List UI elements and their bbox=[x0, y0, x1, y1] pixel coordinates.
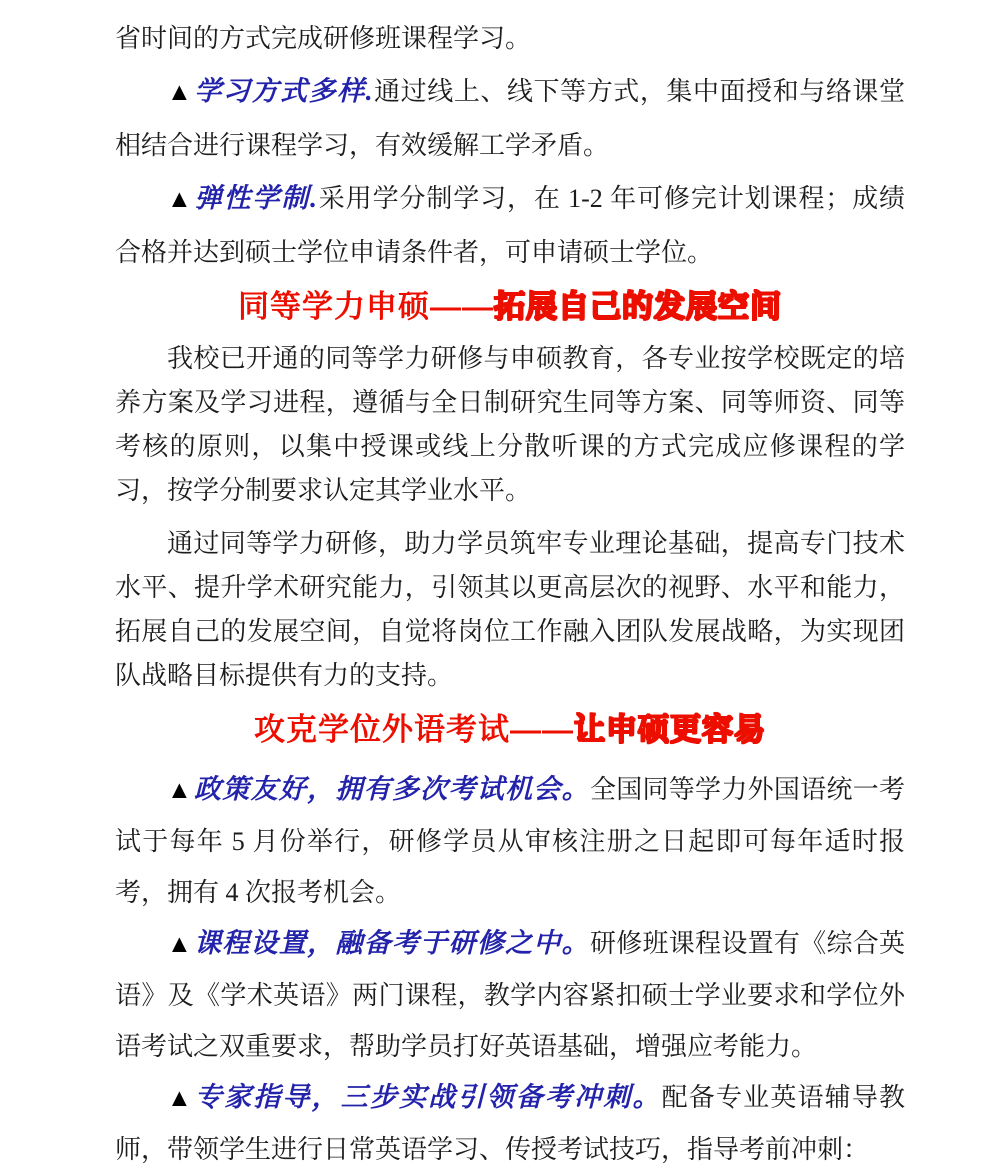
paragraph-tongdeng-2-text: 通过同等学力研修，助力学员筑牢专业理论基础，提高专门技术水平、提升学术研究能力，引领其以更高层次的视野、水平和能力，拓展自己的发展空间，自觉将岗位工作融入团队发展战略，为实现团队战略目标提供有力的支持。 bbox=[115, 529, 905, 690]
header-hollow-text: 让申硕更容易 bbox=[574, 712, 766, 747]
bullet-body-flexible-system: 采用学分制学习，在 1-2 年可修完计划课程；成绩合格并达到硕士学位申请条件者，可申请硕士学位。 bbox=[115, 184, 905, 267]
bullet-body-curriculum: 研修班课程设置有《综合英语》及《学术英语》两门课程，教学内容紧扣硕士学业要求和学位外语考试之双重要求，帮助学员打好英语基础，增强应考能力。 bbox=[115, 929, 905, 1061]
bullet-lead-policy: 政策友好，拥有多次考试机会。 bbox=[194, 774, 590, 804]
bullet-paragraph-curriculum bbox=[115, 918, 905, 1072]
paragraph-continuation-text: 省时间的方式完成研修班课程学习。 bbox=[115, 24, 532, 53]
paragraph-tongdeng-1 bbox=[115, 337, 905, 513]
triangle-bullet-icon: ▲ bbox=[167, 1085, 195, 1112]
header-solid-text: 攻克学位外语考试—— bbox=[254, 712, 574, 747]
triangle-bullet-icon: ▲ bbox=[167, 79, 195, 106]
header-solid-text: 同等学力申硕—— bbox=[238, 289, 494, 324]
bullet-paragraph-study-modes bbox=[115, 65, 905, 172]
bullet-lead-flexible-system: 弹性学制. bbox=[194, 183, 318, 213]
bullet-paragraph-expert bbox=[115, 1072, 905, 1167]
header-hollow-text: 拓展自己的发展空间 bbox=[494, 289, 782, 324]
section-header-gongke bbox=[115, 710, 905, 750]
bullet-lead-expert: 专家指导，三步实战引领备考冲刺。 bbox=[194, 1082, 662, 1112]
section-header-tongdeng bbox=[115, 287, 905, 327]
bullet-paragraph-flexible-system bbox=[115, 172, 905, 279]
paragraph-tongdeng-2 bbox=[115, 522, 905, 698]
bullet-body-policy: 全国同等学力外国语统一考试于每年 5 月份举行，研修学员从审核注册之日起即可每年适时报考，拥有 4 次报考机会。 bbox=[115, 775, 905, 907]
bullet-body-study-modes: 通过线上、线下等方式，集中面授和与络课堂相结合进行课程学习，有效缓解工学矛盾。 bbox=[115, 77, 906, 160]
triangle-bullet-icon: ▲ bbox=[167, 931, 195, 958]
bullet-lead-study-modes: 学习方式多样. bbox=[194, 76, 374, 106]
triangle-bullet-icon: ▲ bbox=[167, 186, 195, 213]
bullet-lead-curriculum: 课程设置，融备考于研修之中。 bbox=[194, 928, 590, 958]
triangle-bullet-icon: ▲ bbox=[167, 777, 195, 804]
paragraph-tongdeng-1-text: 我校已开通的同等学力研修与申硕教育，各专业按学校既定的培养方案及学习进程，遵循与全日制研究生同等方案、同等师资、同等考核的原则，以集中授课或线上分散听课的方式完成应修课程的学习，按学分制要求认定其学业水平。 bbox=[115, 344, 905, 505]
bullet-paragraph-policy bbox=[115, 764, 905, 918]
paragraph-continuation bbox=[115, 12, 905, 65]
bullet-body-expert: 配备专业英语辅导教师，带领学生进行日常英语学习、传授考试技巧，指导考前冲刺： bbox=[115, 1083, 905, 1164]
